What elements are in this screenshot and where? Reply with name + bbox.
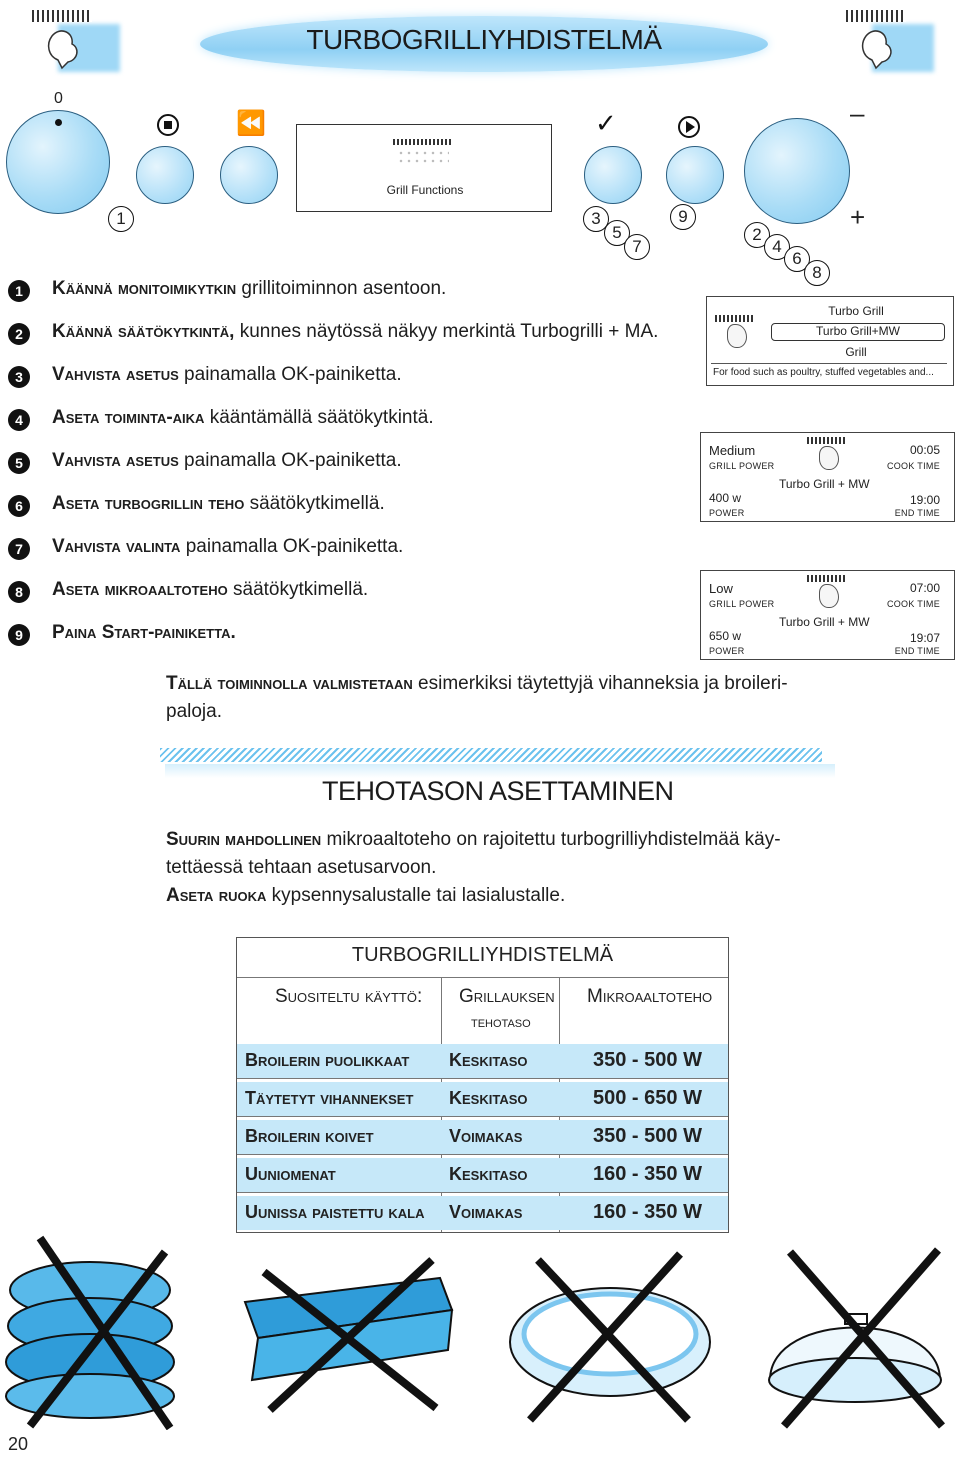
step-text: Aseta mikroaaltoteho säätökytkimellä. xyxy=(52,579,369,600)
table-cell: Voimakas xyxy=(449,1202,523,1222)
column-header: Suositeltu käyttö: xyxy=(275,986,423,1007)
table-row xyxy=(237,1158,728,1192)
mode-label: Turbo Grill + MW xyxy=(779,477,870,491)
callout-5: 5 xyxy=(604,220,630,246)
power-value: 650 w xyxy=(709,629,742,643)
minus-label: – xyxy=(850,98,865,128)
crossed-dishes-svg xyxy=(0,1230,960,1430)
step-text: Käännä säätökytkintä, kunnes näytössä näkyy merkintä Turbogrilli + MA. xyxy=(52,321,659,342)
stop-icon xyxy=(157,114,179,136)
mode-label: Turbo Grill + MW xyxy=(779,615,870,629)
cook-time-label: COOK TIME xyxy=(886,599,940,609)
knob-zero-label: 0 xyxy=(54,90,63,107)
grill-level: Medium xyxy=(709,443,756,458)
back-icon: ⏪ xyxy=(236,110,266,137)
usage-note: Tällä toiminnolla valmistetaan esimerkiksi täytettyjä vihanneksia ja broileri- paloja. xyxy=(166,673,788,722)
menu-hint: For food such as poultry, stuffed vegetables and... xyxy=(713,367,934,378)
step-text: Paina Start-painiketta. xyxy=(52,622,236,643)
column-header: Mikroaaltoteho xyxy=(587,986,713,1007)
chicken-icon xyxy=(858,26,898,70)
section-divider xyxy=(160,748,822,762)
end-time: 19:00 xyxy=(909,493,940,507)
logo-right xyxy=(846,10,906,70)
baking-tray-icon xyxy=(245,1260,452,1410)
table-cell: Broilerin koivet xyxy=(245,1126,374,1146)
play-icon xyxy=(678,116,700,138)
stop-button[interactable] xyxy=(136,146,194,204)
callout-7: 7 xyxy=(624,234,650,260)
step-number: 3 xyxy=(8,366,30,388)
ok-button[interactable] xyxy=(584,146,642,204)
table-cell: 350 - 500 W xyxy=(593,1049,702,1071)
step-text: Aseta toiminta-aika kääntämällä säätökytkintä. xyxy=(52,407,434,428)
grill-power-label: GRILL POWER xyxy=(709,599,775,609)
step-number: 5 xyxy=(8,452,30,474)
step-number: 4 xyxy=(8,409,30,431)
menu-item[interactable]: Grill xyxy=(845,345,867,359)
header xyxy=(0,0,960,80)
table-cell: Keskitaso xyxy=(449,1050,528,1070)
step-number: 1 xyxy=(8,280,30,302)
table-row xyxy=(237,1082,728,1116)
section-paragraph: Suurin mahdollinen mikroaaltoteho on rajoitettu turbogrilliyhdistelmää käy- tettäessä tehtaan asetusarvoon. Aseta ruoka kypsennysalustalle tai lasialustalle. xyxy=(166,829,781,906)
cook-time-label: COOK TIME xyxy=(886,461,940,471)
settings-panel-medium xyxy=(700,432,955,522)
power-label: POWER xyxy=(709,508,745,518)
table-cell: Voimakas xyxy=(449,1126,523,1146)
settings-table xyxy=(236,937,729,1233)
table-cell: Broilerin puolikkaat xyxy=(245,1050,410,1070)
table-cell: 350 - 500 W xyxy=(593,1125,702,1147)
page-number: 20 xyxy=(8,1434,29,1454)
table-cell: Täytetyt vihannekset xyxy=(245,1088,414,1108)
table-cell: Uunissa paistettu kala xyxy=(245,1202,425,1222)
back-button[interactable] xyxy=(220,146,278,204)
step-text: Aseta turbogrillin teho säätökytkimellä. xyxy=(52,493,385,514)
callout-8: 8 xyxy=(804,260,830,286)
section-title: TEHOTASON ASETTAMINEN xyxy=(322,776,674,806)
end-time: 19:07 xyxy=(909,631,940,645)
step-number: 8 xyxy=(8,581,30,603)
grill-power-label: GRILL POWER xyxy=(709,461,775,471)
checkmark-icon: ✓ xyxy=(595,108,617,138)
callout-3: 3 xyxy=(583,206,609,232)
glass-dish-icon xyxy=(510,1254,710,1420)
column-header: tehotaso xyxy=(471,1014,531,1031)
table-cell: Uuniomenat xyxy=(245,1164,336,1184)
table-row xyxy=(237,1044,728,1078)
adjust-knob[interactable] xyxy=(744,118,850,224)
cook-time: 07:00 xyxy=(909,581,940,595)
dome-cover-icon xyxy=(769,1250,942,1426)
control-panel xyxy=(0,80,960,290)
power-label: POWER xyxy=(709,646,745,656)
step-text: Käännä monitoimikytkin grillitoiminnon asentoon. xyxy=(52,278,447,299)
menu-item-selected[interactable]: Turbo Grill+MW xyxy=(771,323,945,341)
multifunction-knob[interactable] xyxy=(6,110,110,214)
table-cell: 160 - 350 W xyxy=(593,1163,702,1185)
plus-label: + xyxy=(850,202,866,232)
function-menu-panel xyxy=(706,296,954,386)
step-number: 9 xyxy=(8,624,30,646)
step-text: Vahvista asetus painamalla OK-painiketta. xyxy=(52,450,402,471)
dish-illustrations xyxy=(0,1230,960,1430)
control-display xyxy=(296,124,552,212)
logo-left xyxy=(32,10,92,70)
table-cell: 500 - 650 W xyxy=(593,1087,702,1109)
callout-9: 9 xyxy=(670,204,696,230)
display-text: Grill Functions xyxy=(386,183,464,197)
chicken-icon xyxy=(807,437,847,471)
table-cell: 160 - 350 W xyxy=(593,1201,702,1223)
steps-list xyxy=(0,276,700,656)
callout-4: 4 xyxy=(764,234,790,260)
menu-item[interactable]: Turbo Grill xyxy=(828,304,884,318)
table-cell: Keskitaso xyxy=(449,1088,528,1108)
step-number: 6 xyxy=(8,495,30,517)
start-button[interactable] xyxy=(666,146,724,204)
power-value: 400 w xyxy=(709,491,742,505)
callout-2: 2 xyxy=(744,222,770,248)
cook-time: 00:05 xyxy=(909,443,940,457)
table-cell: Keskitaso xyxy=(449,1164,528,1184)
step-text: Vahvista asetus painamalla OK-painiketta. xyxy=(52,364,402,385)
callout-6: 6 xyxy=(784,246,810,272)
step-text: Vahvista valinta painamalla OK-painiketta. xyxy=(52,536,404,557)
page-title: TURBOGRILLIYHDISTELMÄ xyxy=(306,24,662,55)
settings-panel-low xyxy=(700,570,955,660)
table-row xyxy=(237,1196,728,1230)
stacked-containers-icon xyxy=(6,1238,174,1428)
grill-level: Low xyxy=(709,581,733,596)
chicken-icon xyxy=(44,26,84,70)
end-time-label: END TIME xyxy=(894,646,940,656)
end-time-label: END TIME xyxy=(894,508,940,518)
chicken-icon xyxy=(715,315,755,349)
callout-1: 1 xyxy=(108,206,134,232)
table-title: TURBOGRILLIYHDISTELMÄ xyxy=(351,944,614,966)
step-number: 2 xyxy=(8,323,30,345)
column-header: Grillauksen xyxy=(459,986,555,1007)
step-number: 7 xyxy=(8,538,30,560)
chicken-icon xyxy=(807,575,847,609)
table-row xyxy=(237,1120,728,1154)
